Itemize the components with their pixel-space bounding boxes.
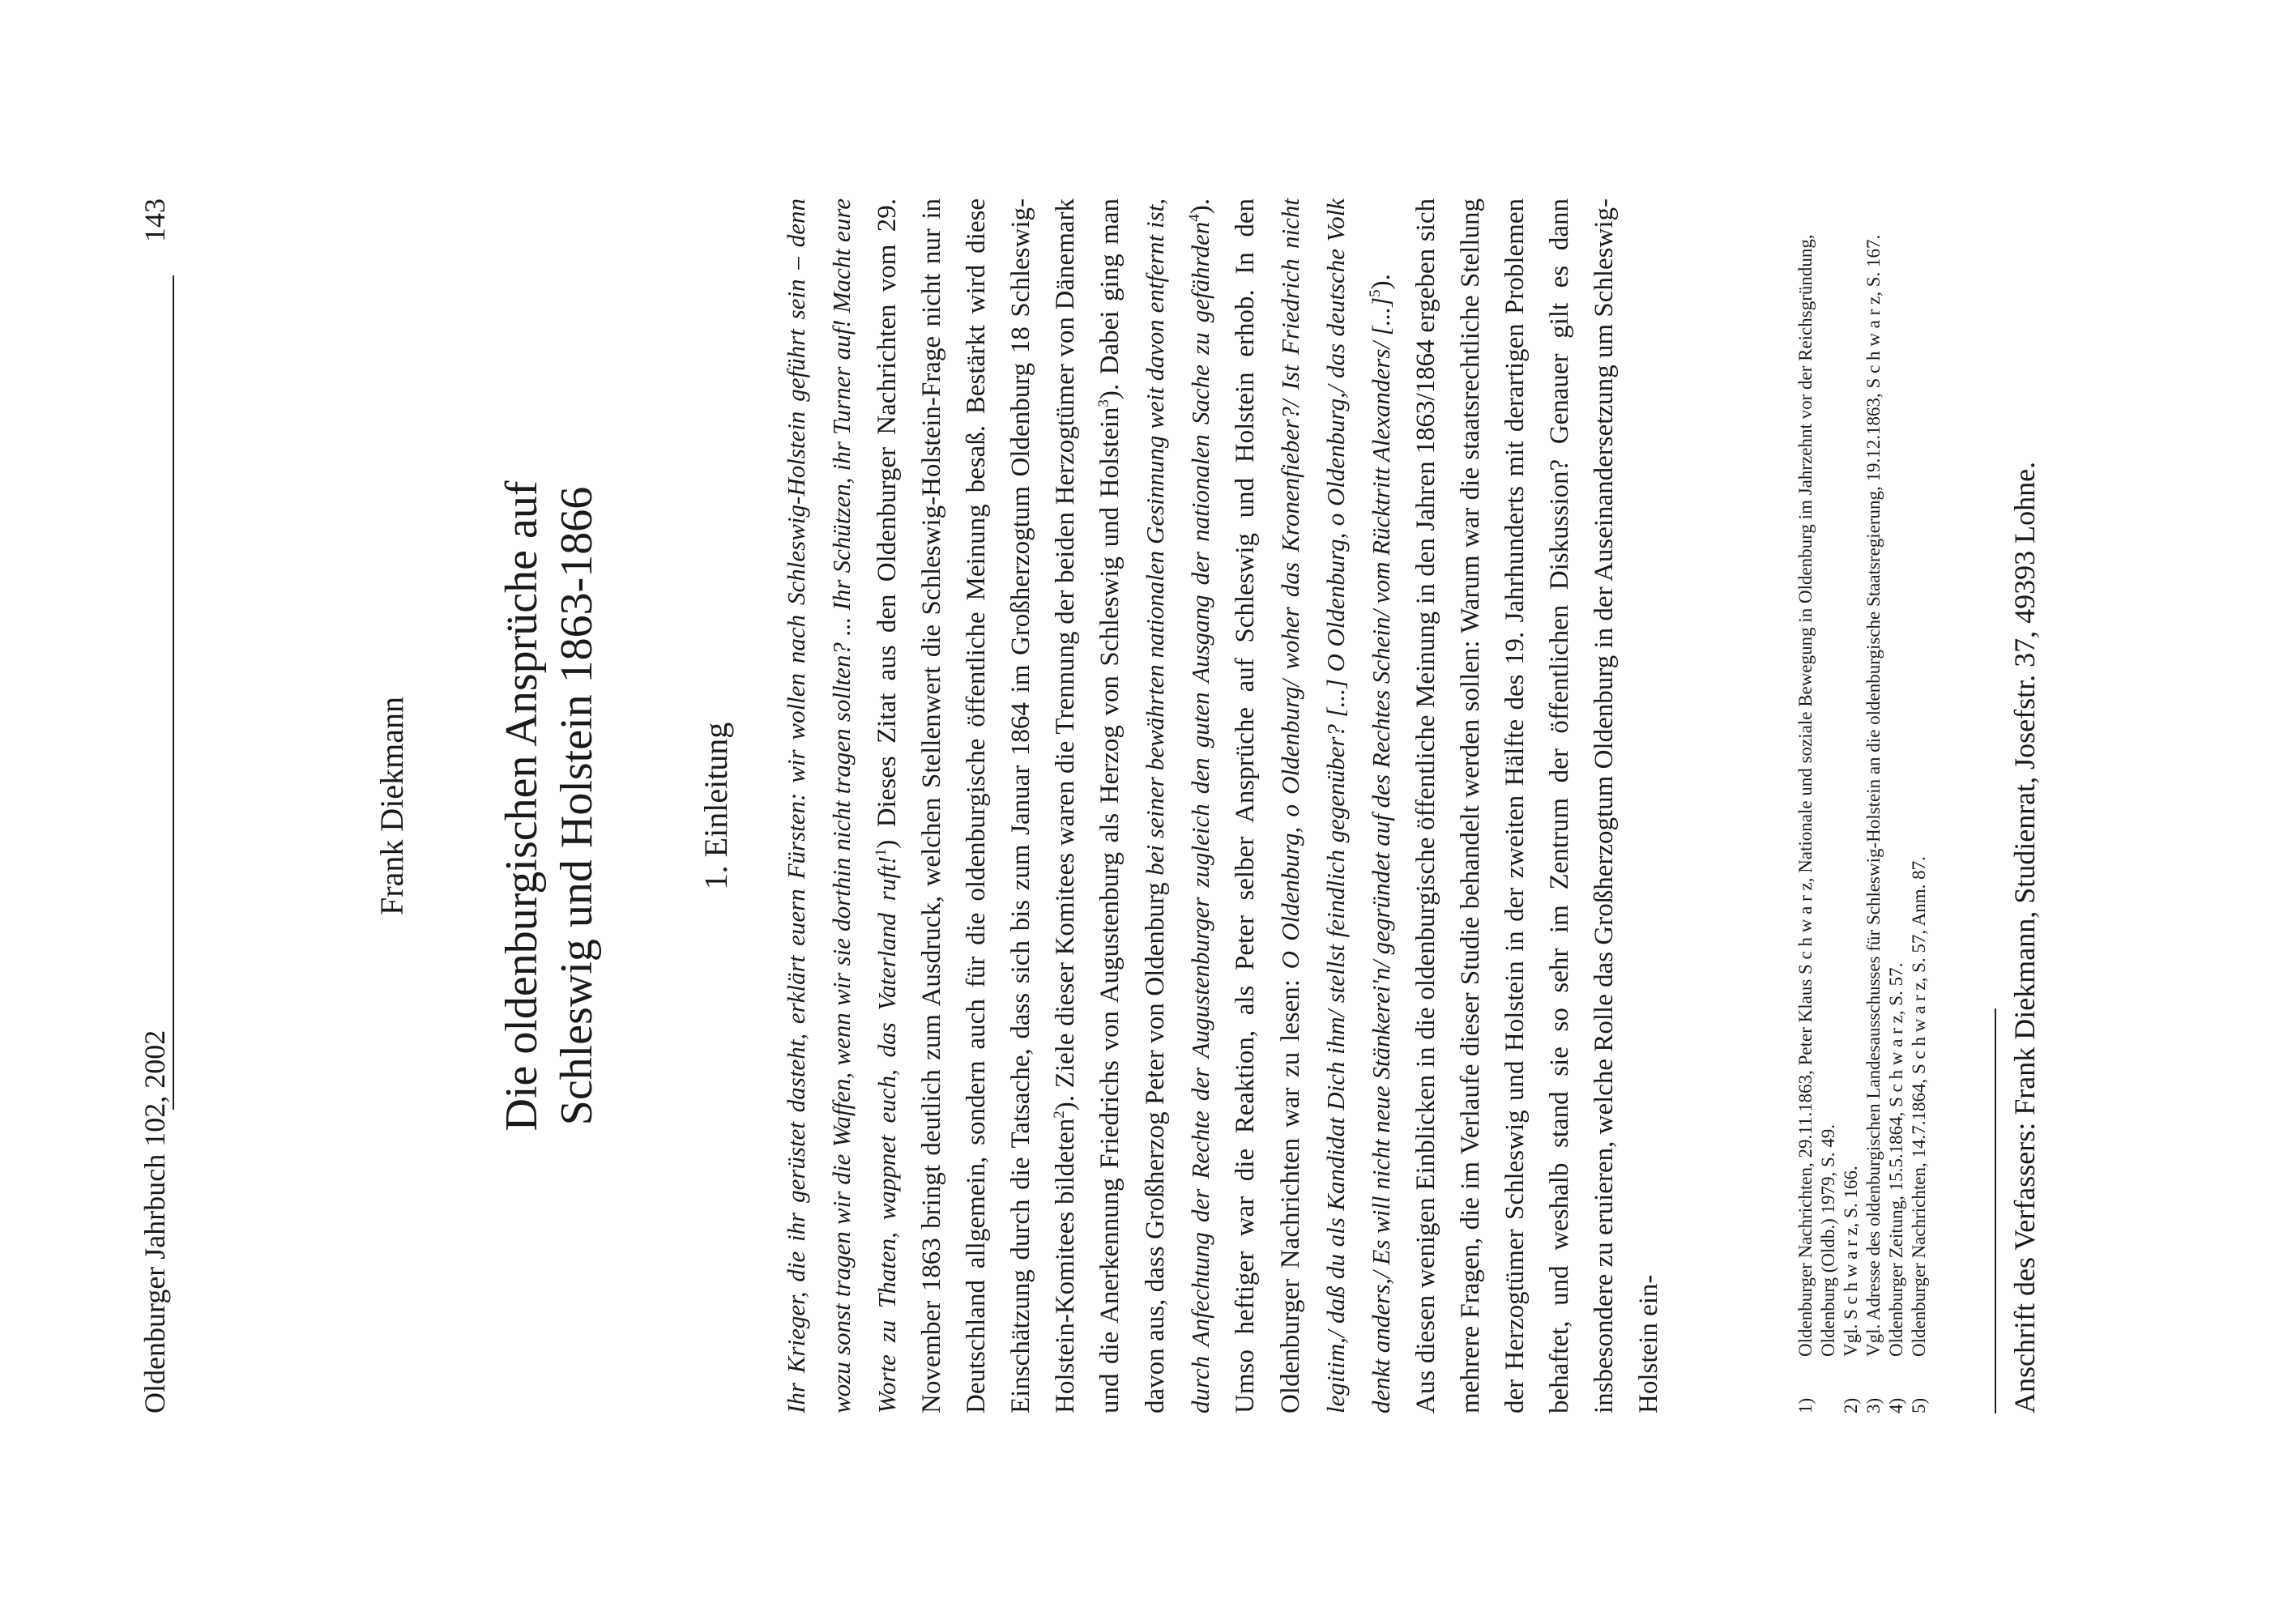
body-text [774,198,1671,1413]
address-rule [1995,1008,1996,1413]
footnote-4 [1885,198,1908,1413]
footnote-number: 1) [1795,1397,1816,1413]
footnote-number: 3) [1863,1397,1884,1413]
paragraph-1-text-1: ) Dieses Zitat aus den Oldenburger Nachrichten vom 29. November 1863 bringt deutlich zum Ausdruck, welchen Stellenwert die Schleswig-Holstein-Frage nicht nur in Deutschland allgemein, sondern auch für die oldenburgische öffentliche Meinung besaß. Bestärkt wird diese Einschätzung durch die Tatsache, dass sich bis zum Januar 1864 im Großherzogtum Oldenburg 18 Schleswig-Holstein-Komitees bildeten [873,198,1080,1413]
section-heading: 1. Einleitung [698,722,734,890]
footnote-3 [1863,198,1885,1413]
quote-poem: O Oldenburg, o Oldenburg/ woher das Kronenfieber?/ Ist Friedrich nicht legitim,/ daß du als Kandidat Dich ihm/ stellst feindlich gegenüber? [...] O Oldenburg, o Oldenburg,/ das deutsche Volk denkt anders,/ Es will nicht neue Stänkerei'n/ gegründet auf des Rechtes Schein/ vom Rücktritt Alexanders/ [...] [1276,198,1395,1413]
footnote-text: Oldenburger Zeitung, 15.5.1864, S c h w a r z, S. 57. [1886,962,1906,1357]
paragraph-1-text-3: ). Dabei ging man davon aus, dass Großherzog Peter von Oldenburg [1095,198,1170,1413]
title-line-1: Die oldenburgischen Ansprüche auf [497,480,547,1132]
paragraph-1-text-5: ). [1367,274,1396,290]
footnote-ref-5: 5 [1367,289,1384,297]
footnote-number: 2) [1841,1397,1861,1413]
article-title [494,198,604,1413]
header-rule [173,275,174,1110]
running-header [138,198,186,1413]
footnote-ref-4: 4 [1186,214,1203,222]
quote-soldiers: Ihr Krieger, die ihr gerüstet dasteht, erklärt euern Fürsten: wir wollen nach Schleswig-Holstein geführt sein – denn wozu sonst tragen wir die Waffen, wenn wir sie dorthin nicht tragen sollten? ... Ihr Schützen, ihr Turner auf! Macht eure Worte zu Thaten, wappnet euch, das Vaterland ruft! [782,198,901,1413]
footnote-text: Oldenburger Nachrichten, 14.7.1864, S c h w a r z, S. 57, Anm. 87. [1909,856,1929,1357]
footnote-number: 4) [1886,1397,1906,1413]
author-name: Frank Diekmann [373,697,410,915]
title-line-2: Schleswig und Holstein 1863-1866 [552,486,602,1126]
journal-title: Oldenburger Jahrbuch 102, 2002 [139,1030,171,1413]
paragraph-1-text-4: ). Umso heftiger war die Reaktion, als Peter selber Ansprüche auf Schleswig und Holstein erhob. In den Oldenburger Nachrichten war zu lesen: [1186,198,1305,1413]
footnote-ref-1: 1 [873,848,890,857]
quote-national-sentiment: bei seiner bewährten nationalen Gesinnung weit davon entfernt ist, durch Anfechtung der Rechte der Augustenburger zugleich den guten Ausgang der nationalen Sache zu gefährden [1141,198,1214,1413]
footnote-2 [1840,198,1863,1413]
footnote-text: Oldenburger Nachrichten, 29.11.1863, Peter Klaus S c h w a r z, Nationale und soziale Bewegung in Oldenburg im Jahrzehnt vor der Reichsgründung, Oldenburg (Oldb.) 1979, S. 49. [1795,234,1838,1357]
author-address: Anschrift des Verfassers: Frank Diekmann, Studienrat, Josefstr. 37, 49393 Lohne. [2008,461,2041,1413]
footnote-text: Vgl. Adresse des oldenburgischen Landesausschusses für Schleswig-Holstein an die oldenburgische Staatsregierung, 19.12.1863, S c h w a r z, S. 167. [1863,234,1884,1357]
footnote-1 [1795,198,1840,1413]
paragraph-1-text-2: ). Ziele dieser Komitees waren die Trennung der beiden Herzogtümer von Dänemark und die Anerkennung Friedrichs von Augustenburg als Herzog von Schleswig und Holstein [1051,198,1125,1413]
footnote-ref-3: 3 [1095,399,1112,407]
paragraph-1 [774,198,1404,1413]
page-number: 143 [139,198,171,242]
footnote-ref-2: 2 [1051,1111,1068,1119]
paragraph-2: Aus diesen wenigen Einblicken in die oldenburgische öffentliche Meinung in den Jahren 1863/1864 ergeben sich mehrere Fragen, die im Verlaufe dieser Studie behandelt werden sollen: Warum war die staatsrechtliche Stellung der Herzogtümer Schleswig und Holstein in der zweiten Hälfte des 19. Jahrhunderts mit derartigen Problemen behaftet, und weshalb stand sie so sehr im Zentrum der öffentlichen Diskussion? Genauer gilt es dann insbesondere zu eruieren, welche Rolle das Großherzogtum Oldenburg in der Auseinandersetzung um Schleswig-Holstein ein- [1411,198,1663,1413]
footnote-text: Vgl. S c h w a r z, S. 166. [1841,1166,1861,1357]
footnote-number: 5) [1909,1397,1929,1413]
footnotes [1795,198,1931,1413]
footnote-5 [1908,198,1931,1413]
